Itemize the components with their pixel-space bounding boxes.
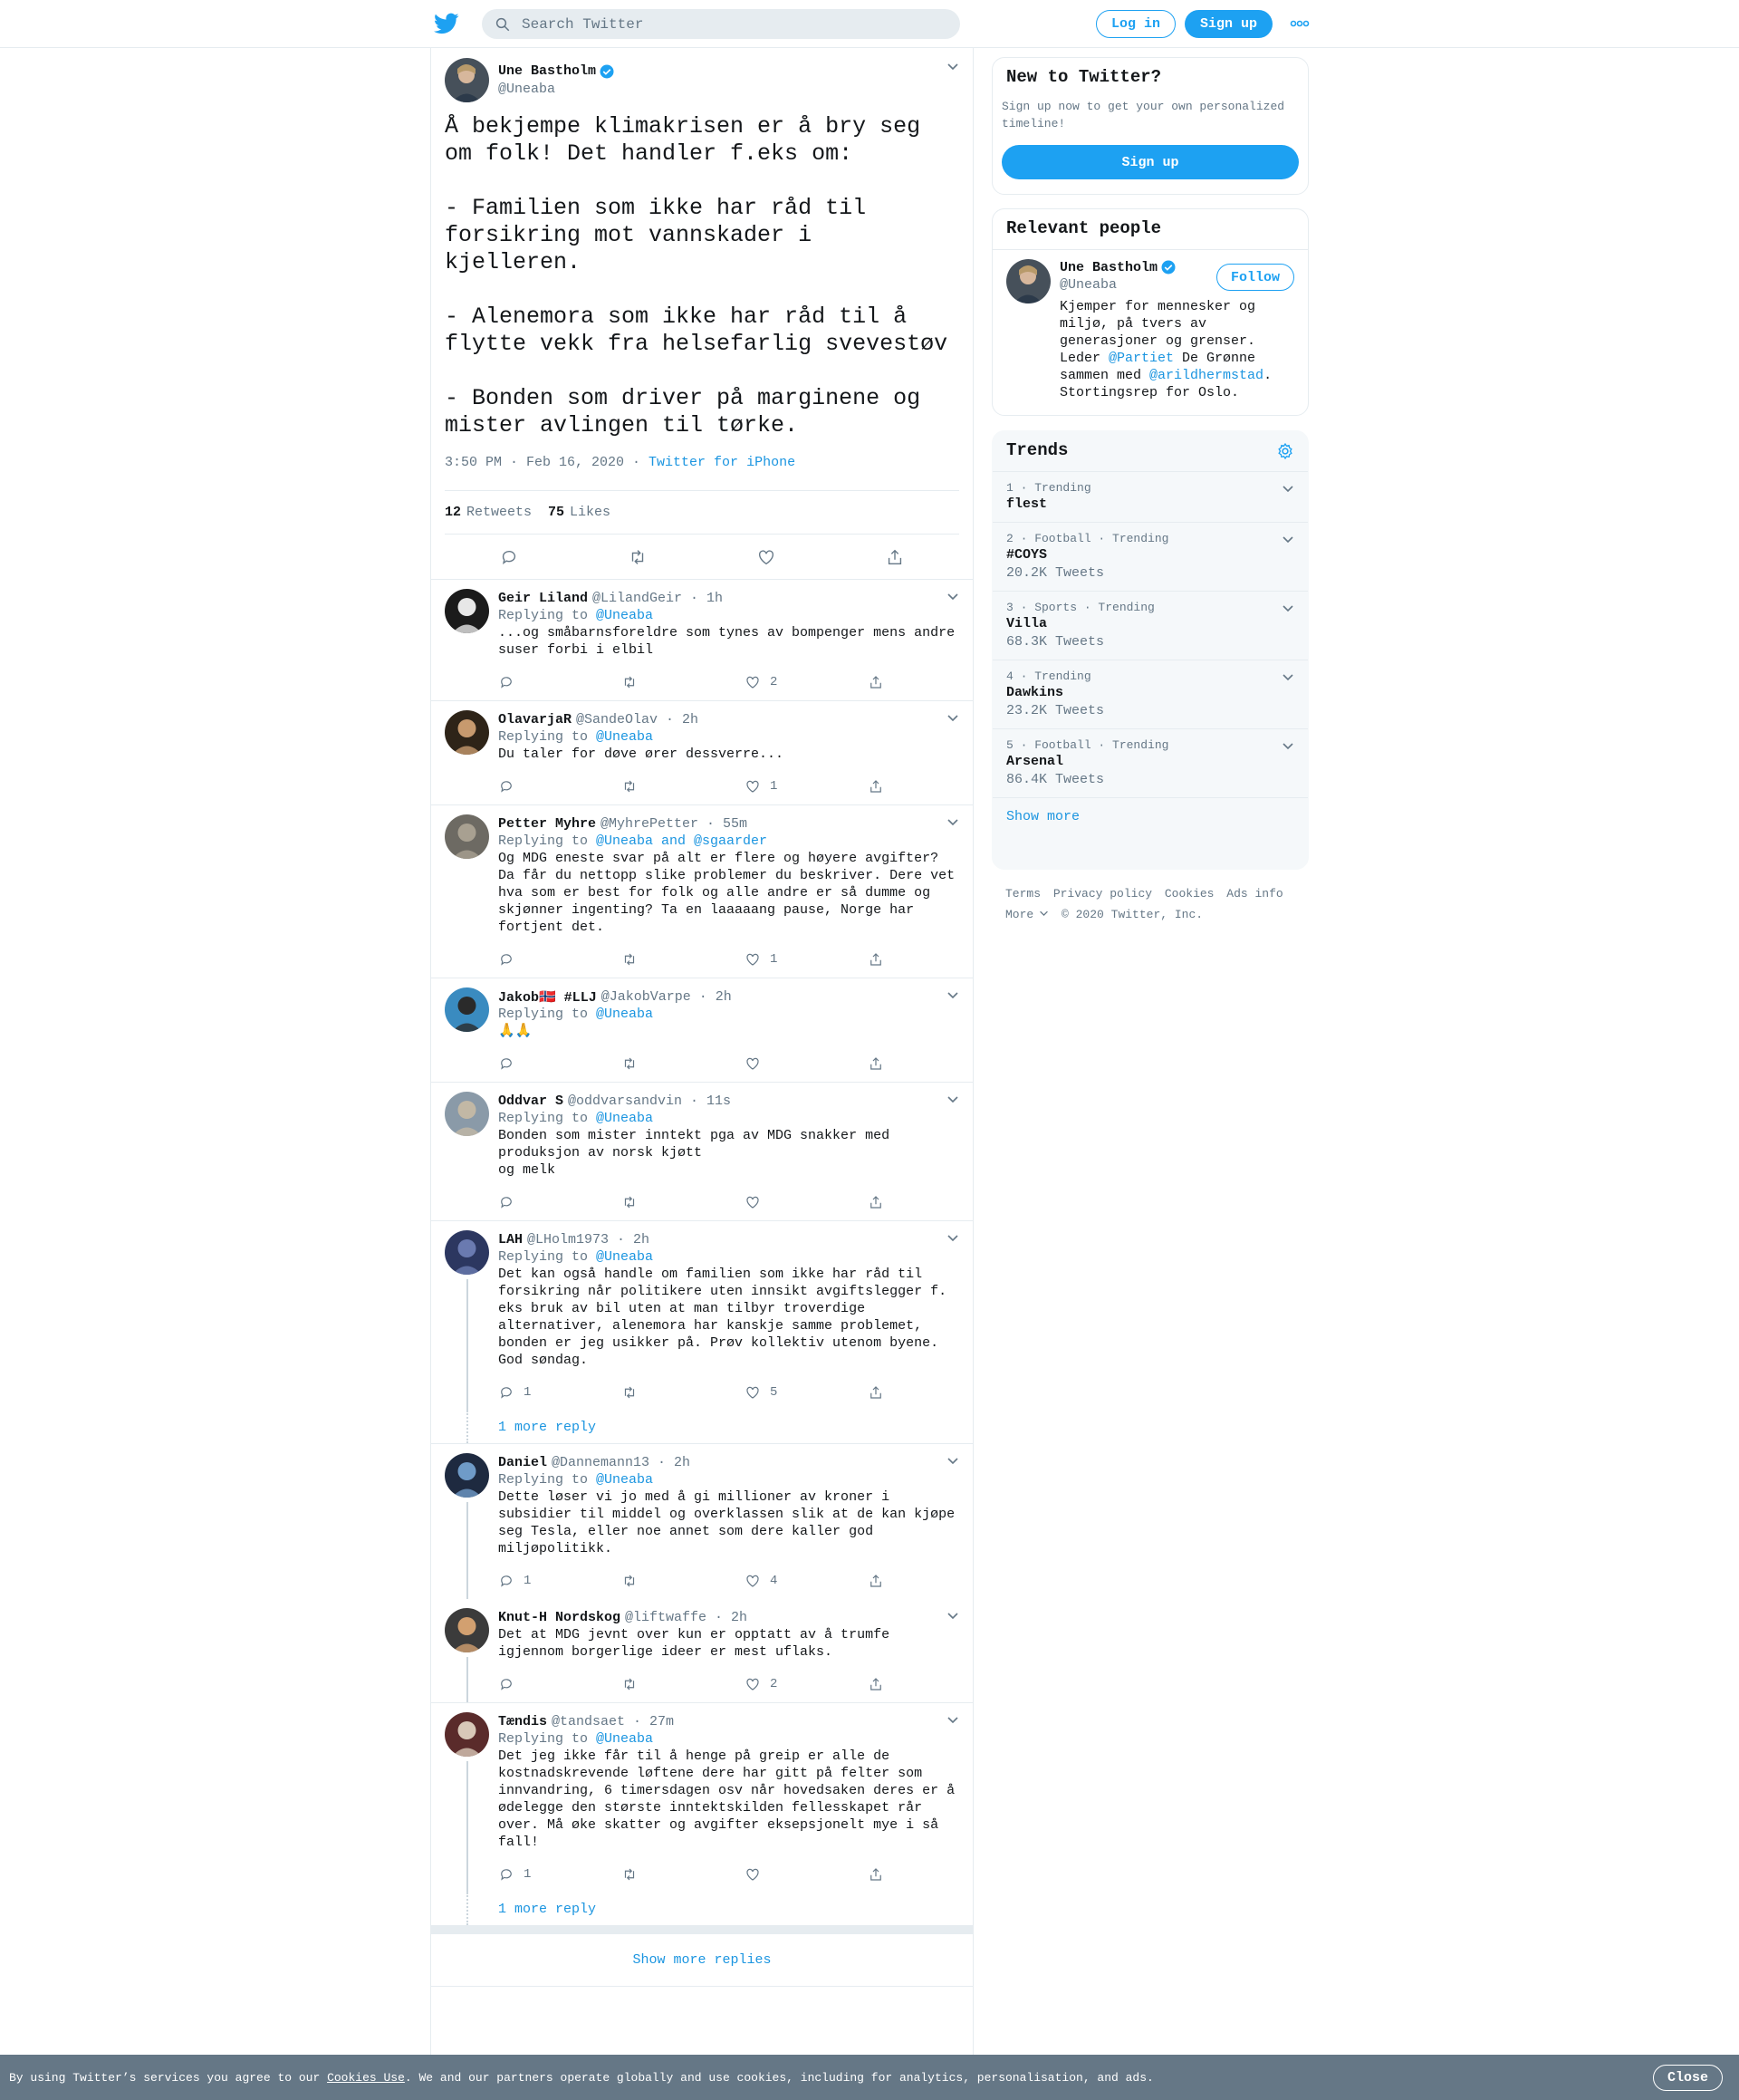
person-handle[interactable]: @Uneaba: [1060, 277, 1118, 293]
reply-author-name[interactable]: Daniel: [498, 1454, 548, 1470]
person-name[interactable]: Une Bastholm: [1060, 259, 1158, 275]
author-handle[interactable]: @Uneaba: [498, 81, 556, 97]
mention-link[interactable]: @Uneaba: [596, 1007, 654, 1022]
reply-icon: [498, 1573, 514, 1589]
relevant-person: [993, 250, 1308, 410]
sidebar-footer: [1005, 883, 1304, 925]
reply-actions: [498, 1374, 959, 1411]
replying-to: Replying to @Uneaba: [498, 608, 654, 623]
reply-button[interactable]: [498, 1194, 621, 1210]
chevron-down-icon[interactable]: [946, 1714, 959, 1727]
retweet-button[interactable]: [621, 1573, 745, 1589]
share-icon: [868, 951, 884, 968]
share-button[interactable]: [868, 1573, 893, 1589]
mention-link[interactable]: @Uneaba: [596, 1731, 654, 1747]
replying-to: Replying to @Uneaba: [498, 1111, 654, 1126]
thread-dotted-line: [466, 1893, 468, 1925]
share-button[interactable]: [868, 674, 893, 690]
reply-button[interactable]: [498, 778, 621, 795]
chevron-down-icon[interactable]: [946, 989, 959, 1002]
chevron-down-icon[interactable]: [946, 712, 959, 725]
retweet-icon[interactable]: [628, 547, 648, 567]
share-icon: [868, 674, 884, 690]
share-icon: [868, 1055, 884, 1072]
retweet-icon: [621, 1573, 638, 1589]
retweet-icon: [621, 1866, 638, 1883]
chevron-down-icon[interactable]: [946, 61, 959, 73]
conversation-column: [430, 48, 974, 2100]
trend-item[interactable]: [993, 592, 1308, 660]
thread-dotted-line: [466, 1411, 468, 1443]
avatar[interactable]: [445, 814, 489, 859]
footer-ads-link[interactable]: Ads info: [1226, 887, 1283, 901]
card-title: Relevant people: [1006, 218, 1162, 238]
mention-link[interactable]: @arildhermstad: [1149, 368, 1264, 383]
reply-text: Det kan også handle om familien som ikke har råd til forsikring når politikere uten innsikt avgiftslegger f. eks bruk av bil uten at man tilbyr troverdige alternativer, alenemora har kanskje samme problemet, bonden er jeg usikker på. Prøv kollektiv utenom byene. God søndag.: [498, 1267, 956, 1368]
share-button[interactable]: [868, 1194, 893, 1210]
tweet-text: Å bekjempe klimakrisen er å bry seg om folk! Det handler f.eks om: - Familien som ikke har råd til forsikring mot vannskader i kjelleren. - Alenemora som ikke har råd til å flytte vekk fra helsefarlig svevestøv - Bonden som driver på marginene og mister avlingen til tørke.: [445, 113, 948, 438]
tweet-time[interactable]: 3:50 PM · Feb 16, 2020 ·: [445, 455, 649, 470]
trend-name: flest: [1006, 496, 1048, 512]
thread-connector-line: [466, 1502, 468, 1599]
login-button[interactable]: Log in: [1096, 10, 1176, 38]
author-name[interactable]: Une Bastholm: [498, 63, 597, 79]
thread-connector-line: [466, 1761, 468, 1893]
reply-author-name[interactable]: Oddvar S: [498, 1093, 564, 1109]
retweets-stat[interactable]: 12 Retweets: [445, 505, 533, 520]
share-button[interactable]: [868, 1676, 893, 1692]
chevron-down-icon[interactable]: [1282, 740, 1294, 753]
verified-badge-icon: [1160, 259, 1177, 275]
retweet-button[interactable]: [621, 1866, 745, 1883]
trend-meta: 2 · Football · Trending: [1006, 532, 1169, 545]
trend-meta: 1 · Trending: [1006, 481, 1091, 495]
trend-meta: 3 · Sports · Trending: [1006, 601, 1155, 614]
reply-author-handle[interactable]: @liftwaffe · 2h: [625, 1609, 748, 1625]
trend-meta: 5 · Football · Trending: [1006, 738, 1169, 752]
share-icon: [868, 1573, 884, 1589]
retweet-icon: [621, 674, 638, 690]
footer-terms-link[interactable]: Terms: [1005, 887, 1042, 901]
reply-author-name[interactable]: Tændis: [498, 1713, 548, 1729]
trend-count: 23.2K Tweets: [1006, 703, 1105, 718]
reply-tweet[interactable]: [431, 804, 973, 978]
share-button[interactable]: [868, 1055, 893, 1072]
reply-icon: [498, 1384, 514, 1401]
reply-button[interactable]: [498, 674, 621, 690]
reply-text: ...og småbarnsforeldre som tynes av bompenger mens andre suser forbi i elbil: [498, 625, 964, 658]
share-icon[interactable]: [885, 547, 905, 567]
reply-author-handle[interactable]: @SandeOlav · 2h: [576, 711, 699, 727]
chevron-down-icon: [1039, 910, 1049, 918]
chevron-down-icon[interactable]: [946, 1610, 959, 1623]
share-button[interactable]: [868, 1866, 893, 1883]
trend-item[interactable]: [993, 523, 1308, 592]
retweet-button[interactable]: [621, 951, 745, 968]
reply-text: Du taler for døve ører dessverre...: [498, 747, 784, 762]
more-replies-link[interactable]: 1 more reply: [431, 1893, 973, 1925]
reply-icon: [498, 674, 514, 690]
like-button[interactable]: 5: [745, 1384, 868, 1401]
search-icon: [495, 16, 511, 33]
reply-author-name[interactable]: Knut-H Nordskog: [498, 1609, 621, 1625]
mention-link[interactable]: @Uneaba and @sgaarder: [596, 833, 768, 849]
avatar[interactable]: [445, 1230, 489, 1275]
tweet-timestamp: [445, 455, 959, 470]
retweet-icon: [621, 778, 638, 795]
sidebar-signup-button[interactable]: Sign up: [1002, 145, 1299, 179]
trend-name: Dawkins: [1006, 685, 1064, 700]
reply-author-handle[interactable]: @tandsaet · 27m: [552, 1713, 675, 1729]
reply-icon: [498, 1194, 514, 1210]
retweet-icon: [621, 1055, 638, 1072]
reply-tweet[interactable]: [431, 1220, 973, 1411]
share-icon: [868, 1676, 884, 1692]
retweet-button[interactable]: [621, 1384, 745, 1401]
reply-tweet[interactable]: [431, 1702, 973, 1893]
chevron-down-icon[interactable]: [1282, 483, 1294, 496]
trend-count: 86.4K Tweets: [1006, 772, 1105, 787]
like-icon: [745, 1676, 761, 1692]
cookie-consent-bar: [0, 2055, 1739, 2100]
avatar[interactable]: [445, 1092, 489, 1136]
thread-connector-line: [466, 1657, 468, 1702]
thread-connector-line: [466, 1279, 468, 1411]
reply-author-handle[interactable]: @Dannemann13 · 2h: [552, 1454, 691, 1470]
top-bar: [0, 0, 1739, 48]
replying-to: Replying to @Uneaba: [498, 1249, 654, 1265]
replying-to: Replying to @Uneaba: [498, 1472, 654, 1488]
trend-count: 20.2K Tweets: [1006, 565, 1105, 581]
reply-actions: [498, 768, 959, 804]
like-icon: [745, 951, 761, 968]
mention-link[interactable]: @Uneaba: [596, 1472, 654, 1488]
footer-cookies-link[interactable]: Cookies: [1164, 887, 1215, 901]
trend-item[interactable]: [993, 660, 1308, 729]
share-icon: [868, 1194, 884, 1210]
reply-text: Det jeg ikke får til å henge på greip er alle de kostnadskrevende løftene dere har gitt på felter som innvandring, 6 timersdagen osv når hovedsaken deres er å ødelegge den største inntektskilden fellesskapet rår over. Må øke skatter og avgifter eksepsjonelt mye i så fall!: [498, 1748, 964, 1850]
show-more-replies-button[interactable]: Show more replies: [431, 1934, 973, 1987]
cookie-text: By using Twitter’s services you agree to our Cookies Use. We and our partners operate globally and use cookies, including for analytics, personalisation, and ads.: [9, 2070, 1154, 2085]
reply-actions: [498, 941, 959, 978]
like-icon: [745, 1866, 761, 1883]
reply-tweet[interactable]: [431, 700, 973, 804]
reply-icon: [498, 951, 514, 968]
new-to-twitter-card: [992, 57, 1309, 195]
share-button[interactable]: [868, 951, 893, 968]
mention-link[interactable]: @Partiet: [1109, 351, 1175, 366]
tweet-stats: [445, 490, 959, 535]
retweet-icon: [621, 1676, 638, 1692]
trends-card: [992, 430, 1309, 870]
retweet-button[interactable]: [621, 674, 745, 690]
like-icon[interactable]: [756, 547, 776, 567]
share-button[interactable]: [868, 778, 893, 795]
footer-more-link[interactable]: More: [1005, 908, 1049, 921]
reply-author-handle[interactable]: @LHolm1973 · 2h: [527, 1231, 650, 1247]
reply-actions: [498, 1666, 959, 1702]
like-icon: [745, 674, 761, 690]
card-title: New to Twitter?: [1006, 67, 1162, 87]
reply-icon: [498, 1676, 514, 1692]
reply-icon: [498, 1055, 514, 1072]
like-icon: [745, 1194, 761, 1210]
like-icon: [745, 778, 761, 795]
like-button[interactable]: 1: [745, 778, 868, 795]
trend-count: 68.3K Tweets: [1006, 634, 1105, 650]
trend-item[interactable]: [993, 472, 1308, 523]
reply-author-name[interactable]: Jakob🇳🇴 #LLJ: [498, 989, 597, 1006]
like-button[interactable]: [745, 1866, 868, 1883]
reply-actions: [498, 1563, 959, 1599]
avatar[interactable]: [445, 1608, 489, 1652]
footer-privacy-link[interactable]: Privacy policy: [1052, 887, 1153, 901]
avatar[interactable]: [445, 710, 489, 755]
mention-link[interactable]: @Uneaba: [596, 729, 654, 745]
retweet-icon: [621, 1194, 638, 1210]
avatar[interactable]: [445, 987, 489, 1032]
share-icon: [868, 1866, 884, 1883]
share-button[interactable]: [868, 1384, 893, 1401]
replying-to: Replying to @Uneaba and @sgaarder: [498, 833, 768, 849]
more-replies-link[interactable]: 1 more reply: [431, 1411, 973, 1443]
like-button[interactable]: 4: [745, 1573, 868, 1589]
like-button[interactable]: [745, 1194, 868, 1210]
signup-button[interactable]: Sign up: [1185, 10, 1273, 38]
reply-author-handle[interactable]: @MyhrePetter · 55m: [600, 815, 748, 832]
reply-text: Bonden som mister inntekt pga av MDG snakker med produksjon av norsk kjøtt og melk: [498, 1128, 890, 1178]
tweet-actions: [445, 535, 959, 579]
mention-link[interactable]: @Uneaba: [596, 1249, 654, 1265]
reply-tweet[interactable]: [431, 978, 973, 1082]
avatar[interactable]: [445, 589, 489, 633]
reply-author-handle[interactable]: @JakobVarpe · 2h: [600, 988, 732, 1005]
avatar[interactable]: [1006, 259, 1051, 303]
reply-text: Og MDG eneste svar på alt er flere og høyere avgifter? Da får du nettopp slike problemer du beskriver. Dere vet hva som er best for folk og alle andre er så dumme og skjønner ingenting? Ta en laaaaang pause, Norge har fortjent det.: [498, 851, 964, 935]
retweet-button[interactable]: [621, 1194, 745, 1210]
like-button[interactable]: [745, 1055, 868, 1072]
reply-tweet[interactable]: [431, 579, 973, 700]
reply-tweet[interactable]: [431, 1082, 973, 1220]
replying-to: Replying to @Uneaba: [498, 1007, 654, 1022]
chevron-down-icon[interactable]: [946, 1093, 959, 1106]
card-title: Trends: [1006, 440, 1069, 460]
reply-icon: [498, 1866, 514, 1883]
chevron-down-icon[interactable]: [946, 1455, 959, 1468]
share-icon: [868, 778, 884, 795]
retweet-button[interactable]: [621, 778, 745, 795]
reply-button[interactable]: [498, 951, 621, 968]
reply-text: Dette løser vi jo med å gi millioner av kroner i subsidier til middel og overklassen slik at de kan kjøpe seg Tesla, eller noe annet som dere kaller god miljøpolitikk.: [498, 1489, 964, 1556]
reply-author-handle[interactable]: @LilandGeir · 1h: [592, 590, 724, 606]
like-icon: [745, 1055, 761, 1072]
share-icon: [868, 1384, 884, 1401]
reply-actions: [498, 1184, 959, 1220]
follow-button[interactable]: Follow: [1216, 264, 1294, 291]
reply-button[interactable]: [498, 1055, 621, 1072]
mention-link[interactable]: @Uneaba: [596, 608, 654, 623]
tweet-source-link[interactable]: Twitter for iPhone: [649, 455, 796, 470]
trend-meta: 4 · Trending: [1006, 669, 1091, 683]
trend-item[interactable]: [993, 729, 1308, 798]
avatar[interactable]: [445, 1453, 489, 1498]
replying-to: Replying to @Uneaba: [498, 1731, 654, 1747]
copyright-text: © 2020 Twitter, Inc.: [1062, 908, 1204, 921]
section-divider: [431, 1925, 973, 1934]
reply-icon[interactable]: [499, 547, 519, 567]
close-cookie-button[interactable]: Close: [1653, 2065, 1723, 2091]
relevant-people-card: [992, 208, 1309, 416]
like-button[interactable]: 2: [745, 1676, 868, 1692]
chevron-down-icon[interactable]: [946, 591, 959, 603]
likes-stat[interactable]: 75 Likes: [548, 505, 611, 520]
like-button[interactable]: 1: [745, 951, 868, 968]
chevron-down-icon[interactable]: [946, 816, 959, 829]
chevron-down-icon[interactable]: [946, 1232, 959, 1245]
like-icon: [745, 1384, 761, 1401]
chevron-down-icon[interactable]: [1282, 602, 1294, 615]
more-options-icon[interactable]: [1290, 16, 1310, 31]
retweet-button[interactable]: [621, 1676, 745, 1692]
reply-button[interactable]: [498, 1676, 621, 1692]
trends-show-more-link[interactable]: Show more: [1006, 809, 1081, 824]
cookies-use-link[interactable]: Cookies Use: [327, 2070, 405, 2085]
verified-badge-icon: [599, 63, 615, 80]
reply-actions: [498, 664, 959, 700]
replying-to: Replying to @Uneaba: [498, 729, 654, 745]
twitter-logo-icon[interactable]: [433, 11, 460, 36]
reply-tweet[interactable]: [431, 1443, 973, 1599]
retweet-icon: [621, 1384, 638, 1401]
main-tweet: [431, 48, 973, 579]
retweet-icon: [621, 951, 638, 968]
trend-name: Villa: [1006, 616, 1048, 631]
search-bar[interactable]: [482, 9, 960, 39]
retweet-button[interactable]: [621, 1055, 745, 1072]
chevron-down-icon[interactable]: [1282, 534, 1294, 546]
reply-button[interactable]: 1: [498, 1866, 621, 1883]
reply-author-name[interactable]: Geir Liland: [498, 590, 589, 606]
reply-author-name[interactable]: Petter Myhre: [498, 815, 597, 832]
trend-name: Arsenal: [1006, 754, 1064, 769]
gear-icon[interactable]: [1276, 442, 1294, 460]
reply-actions: [498, 1856, 959, 1893]
reply-actions: [498, 1045, 959, 1082]
reply-text: 🙏🙏: [498, 1024, 533, 1039]
reply-author-name[interactable]: OlavarjaR: [498, 711, 572, 727]
trend-name: #COYS: [1006, 547, 1048, 563]
reply-tweet[interactable]: [431, 1599, 973, 1702]
card-text: Sign up now to get your own personalized timeline!: [1002, 100, 1285, 130]
reply-button[interactable]: 1: [498, 1573, 621, 1589]
reply-text: Det at MDG jevnt over kun er opptatt av å trumfe igjennom borgerlige ideer er mest uflaks.: [498, 1627, 898, 1660]
avatar[interactable]: [445, 1712, 489, 1757]
avatar[interactable]: [445, 58, 489, 102]
reply-icon: [498, 778, 514, 795]
like-icon: [745, 1573, 761, 1589]
search-input[interactable]: [522, 16, 938, 33]
reply-button[interactable]: 1: [498, 1384, 621, 1401]
mention-link[interactable]: @Uneaba: [596, 1111, 654, 1126]
reply-author-handle[interactable]: @oddvarsandvin · 11s: [568, 1093, 732, 1109]
person-bio: Kjemper for mennesker og miljø, på tvers av generasjoner og grenser. Leder @Partiet De Grønne sammen med @arildhermstad. Stortingsrep for Oslo.: [1060, 299, 1281, 400]
like-button[interactable]: 2: [745, 674, 868, 690]
chevron-down-icon[interactable]: [1282, 671, 1294, 684]
reply-author-name[interactable]: LAH: [498, 1231, 524, 1247]
